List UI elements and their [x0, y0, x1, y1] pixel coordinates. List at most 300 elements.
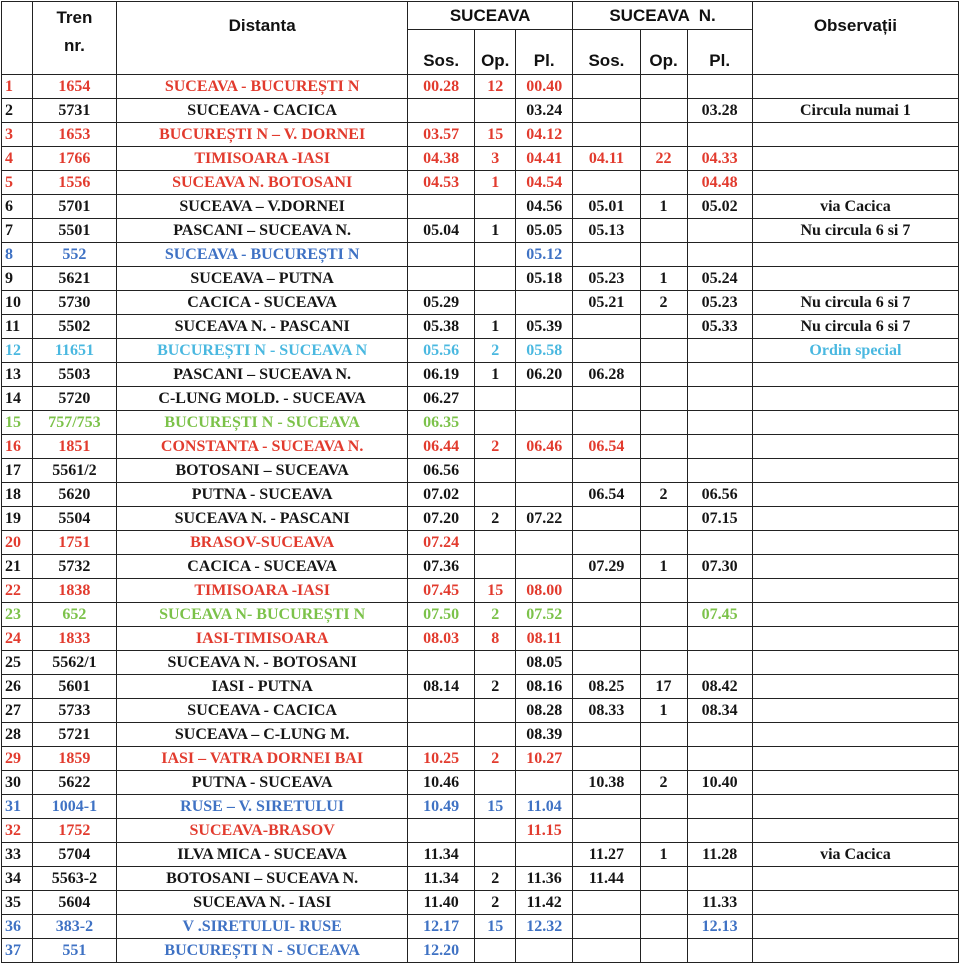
cell-train-number: 5503: [32, 363, 117, 387]
cell-suceava-n-pl: 05.23: [687, 291, 752, 315]
cell-suceava-n-pl: [687, 795, 752, 819]
cell-suceava-n-sos: 06.28: [573, 363, 640, 387]
cell-row-index: 18: [2, 483, 33, 507]
cell-suceava-op: [475, 291, 516, 315]
cell-suceava-n-sos: 04.11: [573, 147, 640, 171]
cell-suceava-n-pl: 06.56: [687, 483, 752, 507]
cell-suceava-sos: 11.40: [408, 891, 475, 915]
cell-suceava-n-op: [640, 867, 687, 891]
cell-observation: [752, 603, 958, 627]
cell-row-index: 11: [2, 315, 33, 339]
cell-row-index: 36: [2, 915, 33, 939]
table-row: [2, 483, 959, 507]
cell-suceava-n-sos: [573, 99, 640, 123]
cell-row-index: 4: [2, 147, 33, 171]
cell-row-index: 13: [2, 363, 33, 387]
cell-suceava-op: [475, 531, 516, 555]
cell-suceava-sos: 07.45: [408, 579, 475, 603]
cell-suceava-sos: [408, 267, 475, 291]
cell-row-index: 26: [2, 675, 33, 699]
cell-suceava-op: [475, 771, 516, 795]
cell-suceava-n-op: [640, 315, 687, 339]
cell-suceava-op: 2: [475, 435, 516, 459]
cell-train-number: 1751: [32, 531, 117, 555]
cell-suceava-n-pl: 12.13: [687, 915, 752, 939]
cell-suceava-op: 15: [475, 795, 516, 819]
cell-suceava-pl: 11.42: [516, 891, 573, 915]
cell-suceava-n-pl: 05.33: [687, 315, 752, 339]
cell-observation: [752, 507, 958, 531]
cell-suceava-n-pl: [687, 243, 752, 267]
cell-suceava-op: [475, 195, 516, 219]
table-row: [2, 267, 959, 291]
table-row: [2, 435, 959, 459]
table-row: [2, 123, 959, 147]
cell-suceava-n-sos: 11.27: [573, 843, 640, 867]
cell-suceava-pl: 10.27: [516, 747, 573, 771]
cell-train-number: 5620: [32, 483, 117, 507]
cell-suceava-pl: 08.11: [516, 627, 573, 651]
cell-row-index: 5: [2, 171, 33, 195]
cell-train-number: 551: [32, 939, 117, 963]
cell-suceava-pl: 12.32: [516, 915, 573, 939]
cell-row-index: 3: [2, 123, 33, 147]
cell-suceava-n-sos: [573, 531, 640, 555]
cell-suceava-n-pl: [687, 579, 752, 603]
cell-suceava-n-pl: [687, 939, 752, 963]
cell-row-index: 12: [2, 339, 33, 363]
cell-suceava-sos: 06.19: [408, 363, 475, 387]
cell-suceava-n-op: [640, 603, 687, 627]
cell-suceava-n-pl: 11.33: [687, 891, 752, 915]
cell-suceava-op: 1: [475, 219, 516, 243]
cell-suceava-n-sos: 05.23: [573, 267, 640, 291]
table-row: [2, 507, 959, 531]
header-train-number: [32, 2, 117, 75]
cell-suceava-n-sos: 11.44: [573, 867, 640, 891]
cell-suceava-pl: 05.58: [516, 339, 573, 363]
cell-suceava-n-op: [640, 123, 687, 147]
cell-suceava-n-op: 1: [640, 267, 687, 291]
cell-suceava-sos: [408, 699, 475, 723]
cell-suceava-pl: [516, 531, 573, 555]
cell-suceava-op: 2: [475, 747, 516, 771]
cell-suceava-op: [475, 843, 516, 867]
cell-observation: Nu circula 6 si 7: [752, 291, 958, 315]
cell-suceava-op: 1: [475, 171, 516, 195]
cell-suceava-n-pl: 05.02: [687, 195, 752, 219]
cell-row-index: 25: [2, 651, 33, 675]
cell-observation: via Cacica: [752, 195, 958, 219]
cell-suceava-n-sos: [573, 747, 640, 771]
cell-suceava-n-op: 1: [640, 555, 687, 579]
cell-row-index: 9: [2, 267, 33, 291]
cell-suceava-n-pl: [687, 867, 752, 891]
cell-suceava-pl: 04.54: [516, 171, 573, 195]
cell-route: SUCEAVA-BRASOV: [117, 819, 408, 843]
header-suceava-sos: Sos.: [408, 30, 475, 75]
cell-row-index: 15: [2, 411, 33, 435]
cell-suceava-n-pl: 03.28: [687, 99, 752, 123]
cell-suceava-pl: 06.46: [516, 435, 573, 459]
cell-suceava-op: [475, 411, 516, 435]
cell-suceava-n-pl: 05.24: [687, 267, 752, 291]
cell-observation: [752, 123, 958, 147]
cell-suceava-op: [475, 555, 516, 579]
cell-route: BRASOV-SUCEAVA: [117, 531, 408, 555]
cell-suceava-n-pl: 07.45: [687, 603, 752, 627]
cell-suceava-pl: 08.05: [516, 651, 573, 675]
cell-train-number: 5601: [32, 675, 117, 699]
cell-suceava-pl: 08.28: [516, 699, 573, 723]
cell-suceava-sos: 04.53: [408, 171, 475, 195]
cell-train-number: 1556: [32, 171, 117, 195]
cell-train-number: 552: [32, 243, 117, 267]
cell-suceava-n-op: 1: [640, 699, 687, 723]
cell-suceava-op: 12: [475, 75, 516, 99]
cell-observation: via Cacica: [752, 843, 958, 867]
cell-train-number: 757/753: [32, 411, 117, 435]
cell-train-number: 5733: [32, 699, 117, 723]
cell-suceava-n-pl: [687, 723, 752, 747]
cell-suceava-n-op: [640, 819, 687, 843]
cell-suceava-pl: 08.39: [516, 723, 573, 747]
table-row: [2, 699, 959, 723]
cell-observation: [752, 483, 958, 507]
cell-suceava-n-op: 22: [640, 147, 687, 171]
table-row: [2, 171, 959, 195]
cell-observation: [752, 267, 958, 291]
cell-suceava-n-op: [640, 411, 687, 435]
cell-train-number: 5622: [32, 771, 117, 795]
cell-route: IASI – VATRA DORNEI BAI: [117, 747, 408, 771]
cell-row-index: 8: [2, 243, 33, 267]
cell-observation: [752, 387, 958, 411]
cell-train-number: 1766: [32, 147, 117, 171]
cell-suceava-n-op: 1: [640, 195, 687, 219]
cell-observation: [752, 675, 958, 699]
cell-suceava-n-pl: [687, 651, 752, 675]
table-body: [2, 75, 959, 963]
cell-train-number: 5730: [32, 291, 117, 315]
cell-suceava-op: [475, 99, 516, 123]
cell-suceava-sos: 03.57: [408, 123, 475, 147]
cell-suceava-n-sos: [573, 411, 640, 435]
cell-route: SUCEAVA - BUCUREȘTI N: [117, 75, 408, 99]
cell-observation: [752, 771, 958, 795]
cell-suceava-n-sos: [573, 723, 640, 747]
cell-suceava-n-sos: [573, 315, 640, 339]
cell-suceava-n-op: [640, 627, 687, 651]
cell-suceava-pl: [516, 483, 573, 507]
cell-observation: [752, 819, 958, 843]
cell-suceava-sos: 05.29: [408, 291, 475, 315]
cell-observation: Nu circula 6 si 7: [752, 219, 958, 243]
cell-suceava-pl: 11.15: [516, 819, 573, 843]
cell-route: TIMISOARA -IASI: [117, 147, 408, 171]
cell-suceava-op: [475, 699, 516, 723]
table-row: [2, 723, 959, 747]
cell-observation: [752, 939, 958, 963]
header-suceava-n-sos: Sos.: [573, 30, 640, 75]
cell-suceava-n-op: [640, 363, 687, 387]
cell-suceava-n-sos: [573, 171, 640, 195]
cell-observation: [752, 555, 958, 579]
header-distance-label: Distanta: [228, 16, 296, 35]
cell-suceava-n-sos: 06.54: [573, 483, 640, 507]
cell-route: BOTOSANI – SUCEAVA N.: [117, 867, 408, 891]
table-row: [2, 363, 959, 387]
cell-suceava-n-sos: [573, 795, 640, 819]
cell-route: SUCEAVA - CACICA: [117, 99, 408, 123]
cell-suceava-n-pl: 04.33: [687, 147, 752, 171]
cell-suceava-pl: [516, 843, 573, 867]
cell-route: PASCANI – SUCEAVA N.: [117, 219, 408, 243]
cell-suceava-n-op: [640, 651, 687, 675]
cell-suceava-n-sos: 05.13: [573, 219, 640, 243]
cell-suceava-sos: [408, 651, 475, 675]
cell-suceava-sos: 08.03: [408, 627, 475, 651]
cell-suceava-sos: 00.28: [408, 75, 475, 99]
cell-suceava-op: 2: [475, 867, 516, 891]
cell-observation: Circula numai 1: [752, 99, 958, 123]
cell-observation: [752, 723, 958, 747]
cell-suceava-n-sos: [573, 915, 640, 939]
cell-route: SUCEAVA – PUTNA: [117, 267, 408, 291]
cell-route: SUCEAVA N. - PASCANI: [117, 315, 408, 339]
cell-suceava-sos: 07.24: [408, 531, 475, 555]
cell-row-index: 31: [2, 795, 33, 819]
table-row: [2, 147, 959, 171]
cell-train-number: 11651: [32, 339, 117, 363]
cell-suceava-n-op: [640, 795, 687, 819]
cell-suceava-n-sos: [573, 651, 640, 675]
cell-route: SUCEAVA - CACICA: [117, 699, 408, 723]
cell-row-index: 35: [2, 891, 33, 915]
cell-row-index: 23: [2, 603, 33, 627]
cell-suceava-op: 15: [475, 123, 516, 147]
header-suceava-n: SUCEAVA N.: [573, 2, 753, 30]
table-row: [2, 579, 959, 603]
cell-route: CACICA - SUCEAVA: [117, 291, 408, 315]
header-suceava-n-op: Op.: [640, 30, 687, 75]
table-header: [2, 2, 959, 75]
cell-suceava-op: [475, 387, 516, 411]
cell-suceava-op: 2: [475, 675, 516, 699]
cell-suceava-op: [475, 939, 516, 963]
cell-suceava-op: 15: [475, 915, 516, 939]
table-row: [2, 291, 959, 315]
cell-suceava-n-pl: [687, 411, 752, 435]
cell-row-index: 19: [2, 507, 33, 531]
cell-route: BUCUREȘTI N – V. DORNEI: [117, 123, 408, 147]
cell-suceava-n-op: 1: [640, 843, 687, 867]
cell-suceava-n-pl: [687, 75, 752, 99]
cell-train-number: 5563-2: [32, 867, 117, 891]
cell-suceava-sos: 06.44: [408, 435, 475, 459]
cell-row-index: 10: [2, 291, 33, 315]
cell-route: PASCANI – SUCEAVA N.: [117, 363, 408, 387]
cell-suceava-sos: 12.17: [408, 915, 475, 939]
cell-suceava-n-sos: [573, 891, 640, 915]
cell-suceava-op: [475, 243, 516, 267]
cell-row-index: 24: [2, 627, 33, 651]
table-row: [2, 243, 959, 267]
cell-suceava-pl: 00.40: [516, 75, 573, 99]
cell-suceava-pl: [516, 939, 573, 963]
train-schedule-table: [1, 1, 959, 963]
cell-observation: [752, 699, 958, 723]
cell-suceava-op: 1: [475, 315, 516, 339]
cell-route: CACICA - SUCEAVA: [117, 555, 408, 579]
cell-suceava-pl: 05.12: [516, 243, 573, 267]
table-row: [2, 555, 959, 579]
cell-train-number: 5561/2: [32, 459, 117, 483]
table-row: [2, 459, 959, 483]
cell-suceava-n-sos: [573, 339, 640, 363]
cell-observation: [752, 891, 958, 915]
cell-suceava-n-op: [640, 99, 687, 123]
cell-suceava-n-sos: [573, 819, 640, 843]
cell-suceava-n-pl: [687, 819, 752, 843]
cell-suceava-n-op: [640, 579, 687, 603]
cell-suceava-n-pl: 10.40: [687, 771, 752, 795]
cell-route: TIMISOARA -IASI: [117, 579, 408, 603]
header-suceava-n-pl: Pl.: [687, 30, 752, 75]
cell-observation: [752, 75, 958, 99]
cell-suceava-n-pl: [687, 459, 752, 483]
cell-observation: [752, 363, 958, 387]
cell-row-index: 28: [2, 723, 33, 747]
cell-row-index: 14: [2, 387, 33, 411]
table-row: [2, 99, 959, 123]
cell-suceava-pl: [516, 411, 573, 435]
cell-train-number: 5504: [32, 507, 117, 531]
cell-suceava-n-sos: 07.29: [573, 555, 640, 579]
cell-suceava-sos: 06.35: [408, 411, 475, 435]
cell-suceava-n-sos: [573, 603, 640, 627]
cell-train-number: 5501: [32, 219, 117, 243]
cell-suceava-sos: [408, 99, 475, 123]
cell-suceava-n-sos: [573, 579, 640, 603]
cell-train-number: 1838: [32, 579, 117, 603]
cell-train-number: 5720: [32, 387, 117, 411]
cell-suceava-op: [475, 483, 516, 507]
table-row: [2, 315, 959, 339]
cell-suceava-op: 8: [475, 627, 516, 651]
cell-train-number: 5732: [32, 555, 117, 579]
cell-suceava-op: 2: [475, 603, 516, 627]
cell-route: ILVA MICA - SUCEAVA: [117, 843, 408, 867]
cell-suceava-sos: 11.34: [408, 867, 475, 891]
cell-suceava-op: [475, 651, 516, 675]
table-row: [2, 891, 959, 915]
cell-suceava-n-pl: [687, 123, 752, 147]
cell-observation: Nu circula 6 si 7: [752, 315, 958, 339]
cell-suceava-pl: 04.12: [516, 123, 573, 147]
cell-train-number: 1004-1: [32, 795, 117, 819]
cell-suceava-n-sos: 06.54: [573, 435, 640, 459]
cell-suceava-op: [475, 819, 516, 843]
table-row: [2, 195, 959, 219]
header-distance: [117, 2, 408, 75]
cell-suceava-n-pl: 04.48: [687, 171, 752, 195]
table-row: [2, 843, 959, 867]
cell-train-number: 383-2: [32, 915, 117, 939]
cell-observation: [752, 243, 958, 267]
cell-suceava-pl: 05.05: [516, 219, 573, 243]
header-observations: [752, 2, 958, 75]
cell-train-number: 1859: [32, 747, 117, 771]
cell-suceava-n-pl: [687, 627, 752, 651]
cell-suceava-pl: [516, 771, 573, 795]
cell-suceava-n-pl: [687, 363, 752, 387]
cell-suceava-pl: 06.20: [516, 363, 573, 387]
cell-train-number: 5704: [32, 843, 117, 867]
cell-row-index: 21: [2, 555, 33, 579]
table-row: [2, 819, 959, 843]
cell-suceava-n-op: [640, 507, 687, 531]
cell-suceava-n-sos: 05.21: [573, 291, 640, 315]
cell-suceava-n-pl: 11.28: [687, 843, 752, 867]
cell-suceava-n-sos: [573, 939, 640, 963]
cell-train-number: 652: [32, 603, 117, 627]
cell-suceava-n-sos: [573, 75, 640, 99]
cell-route: BUCUREȘTI N - SUCEAVA: [117, 411, 408, 435]
cell-suceava-pl: 05.18: [516, 267, 573, 291]
cell-row-index: 22: [2, 579, 33, 603]
table-row: [2, 675, 959, 699]
cell-route: SUCEAVA – C-LUNG M.: [117, 723, 408, 747]
cell-train-number: 5562/1: [32, 651, 117, 675]
cell-train-number: 5721: [32, 723, 117, 747]
cell-row-index: 1: [2, 75, 33, 99]
cell-observation: [752, 915, 958, 939]
cell-observation: [752, 459, 958, 483]
cell-train-number: 5731: [32, 99, 117, 123]
cell-suceava-op: [475, 723, 516, 747]
cell-suceava-n-op: [640, 891, 687, 915]
cell-row-index: 2: [2, 99, 33, 123]
table-row: [2, 387, 959, 411]
cell-suceava-sos: 06.56: [408, 459, 475, 483]
cell-row-index: 30: [2, 771, 33, 795]
table-row: [2, 531, 959, 555]
header-index: [2, 2, 33, 75]
cell-suceava-sos: [408, 723, 475, 747]
cell-suceava-sos: 10.46: [408, 771, 475, 795]
cell-suceava-n-sos: 10.38: [573, 771, 640, 795]
cell-suceava-pl: 08.16: [516, 675, 573, 699]
cell-suceava-n-pl: 07.30: [687, 555, 752, 579]
cell-suceava-pl: 05.39: [516, 315, 573, 339]
cell-suceava-n-sos: [573, 459, 640, 483]
cell-route: IASI - PUTNA: [117, 675, 408, 699]
cell-suceava-pl: [516, 555, 573, 579]
table-row: [2, 915, 959, 939]
cell-suceava-sos: 10.49: [408, 795, 475, 819]
cell-observation: [752, 651, 958, 675]
cell-observation: [752, 747, 958, 771]
cell-suceava-n-pl: 08.34: [687, 699, 752, 723]
cell-suceava-n-op: [640, 75, 687, 99]
cell-suceava-sos: 11.34: [408, 843, 475, 867]
table-row: [2, 939, 959, 963]
cell-suceava-n-pl: [687, 531, 752, 555]
cell-suceava-pl: 04.41: [516, 147, 573, 171]
cell-row-index: 27: [2, 699, 33, 723]
cell-suceava-op: 3: [475, 147, 516, 171]
